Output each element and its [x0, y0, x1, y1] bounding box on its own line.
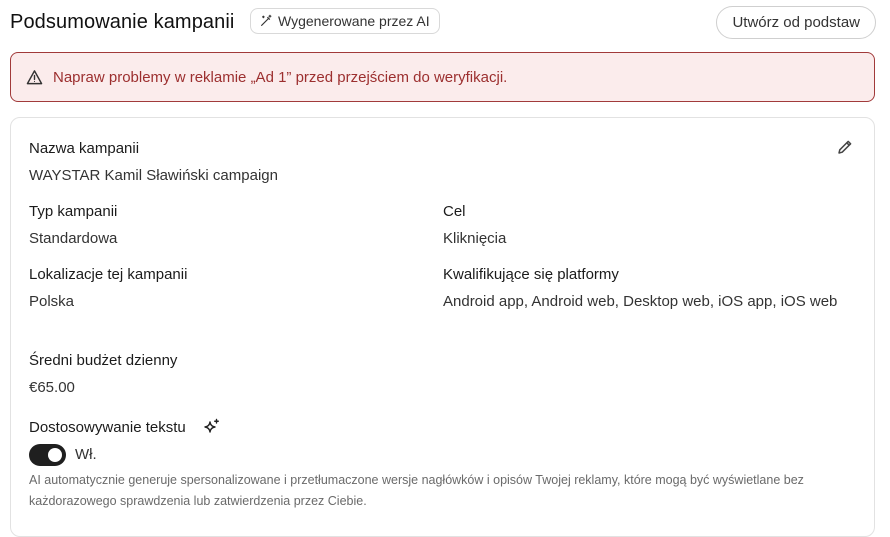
ai-badge-label: Wygenerowane przez AI — [278, 13, 430, 29]
campaign-summary-card — [10, 117, 875, 537]
locations-value: Polska — [29, 293, 75, 310]
pencil-edit-icon[interactable] — [836, 138, 854, 156]
magic-wand-icon — [259, 14, 273, 28]
ai-generated-badge — [250, 8, 440, 34]
warning-icon — [26, 69, 43, 86]
toggle-knob — [48, 448, 62, 462]
text-customization-toggle[interactable] — [29, 444, 66, 466]
error-alert — [10, 52, 875, 102]
sparkle-icon — [203, 418, 221, 436]
alert-message: Napraw problemy w reklamie „Ad 1” przed przejściem do weryfikacji. — [53, 68, 508, 86]
campaign-type-label: Typ kampanii — [29, 203, 118, 220]
campaign-name-label: Nazwa kampanii — [29, 140, 140, 157]
goal-label: Cel — [443, 203, 466, 220]
campaign-name-value: WAYSTAR Kamil Sławiński campaign — [29, 167, 278, 184]
toggle-state-label: Wł. — [75, 446, 97, 463]
page-title: Podsumowanie kampanii — [10, 11, 235, 33]
daily-budget-label: Średni budżet dzienny — [29, 352, 178, 369]
text-customization-label: Dostosowywanie tekstu — [29, 419, 186, 436]
platforms-label: Kwalifikujące się platformy — [443, 266, 619, 283]
daily-budget-value: €65.00 — [29, 379, 75, 396]
page-header — [10, 6, 876, 38]
campaign-type-value: Standardowa — [29, 230, 118, 247]
text-customization-note: AI automatycznie generuje spersonalizowane i przetłumaczone wersje nagłówków i opisów Twojej reklamy, które mogą być wyświetlane bez każdorazowego sprawdzenia lub zatwierdzenia przez Ciebie. — [29, 473, 804, 508]
locations-label: Lokalizacje tej kampanii — [29, 266, 188, 283]
goal-value: Kliknięcia — [443, 230, 507, 247]
create-from-scratch-button[interactable]: Utwórz od podstaw — [716, 6, 876, 39]
platforms-value: Android app, Android web, Desktop web, iOS app, iOS web — [443, 293, 838, 310]
